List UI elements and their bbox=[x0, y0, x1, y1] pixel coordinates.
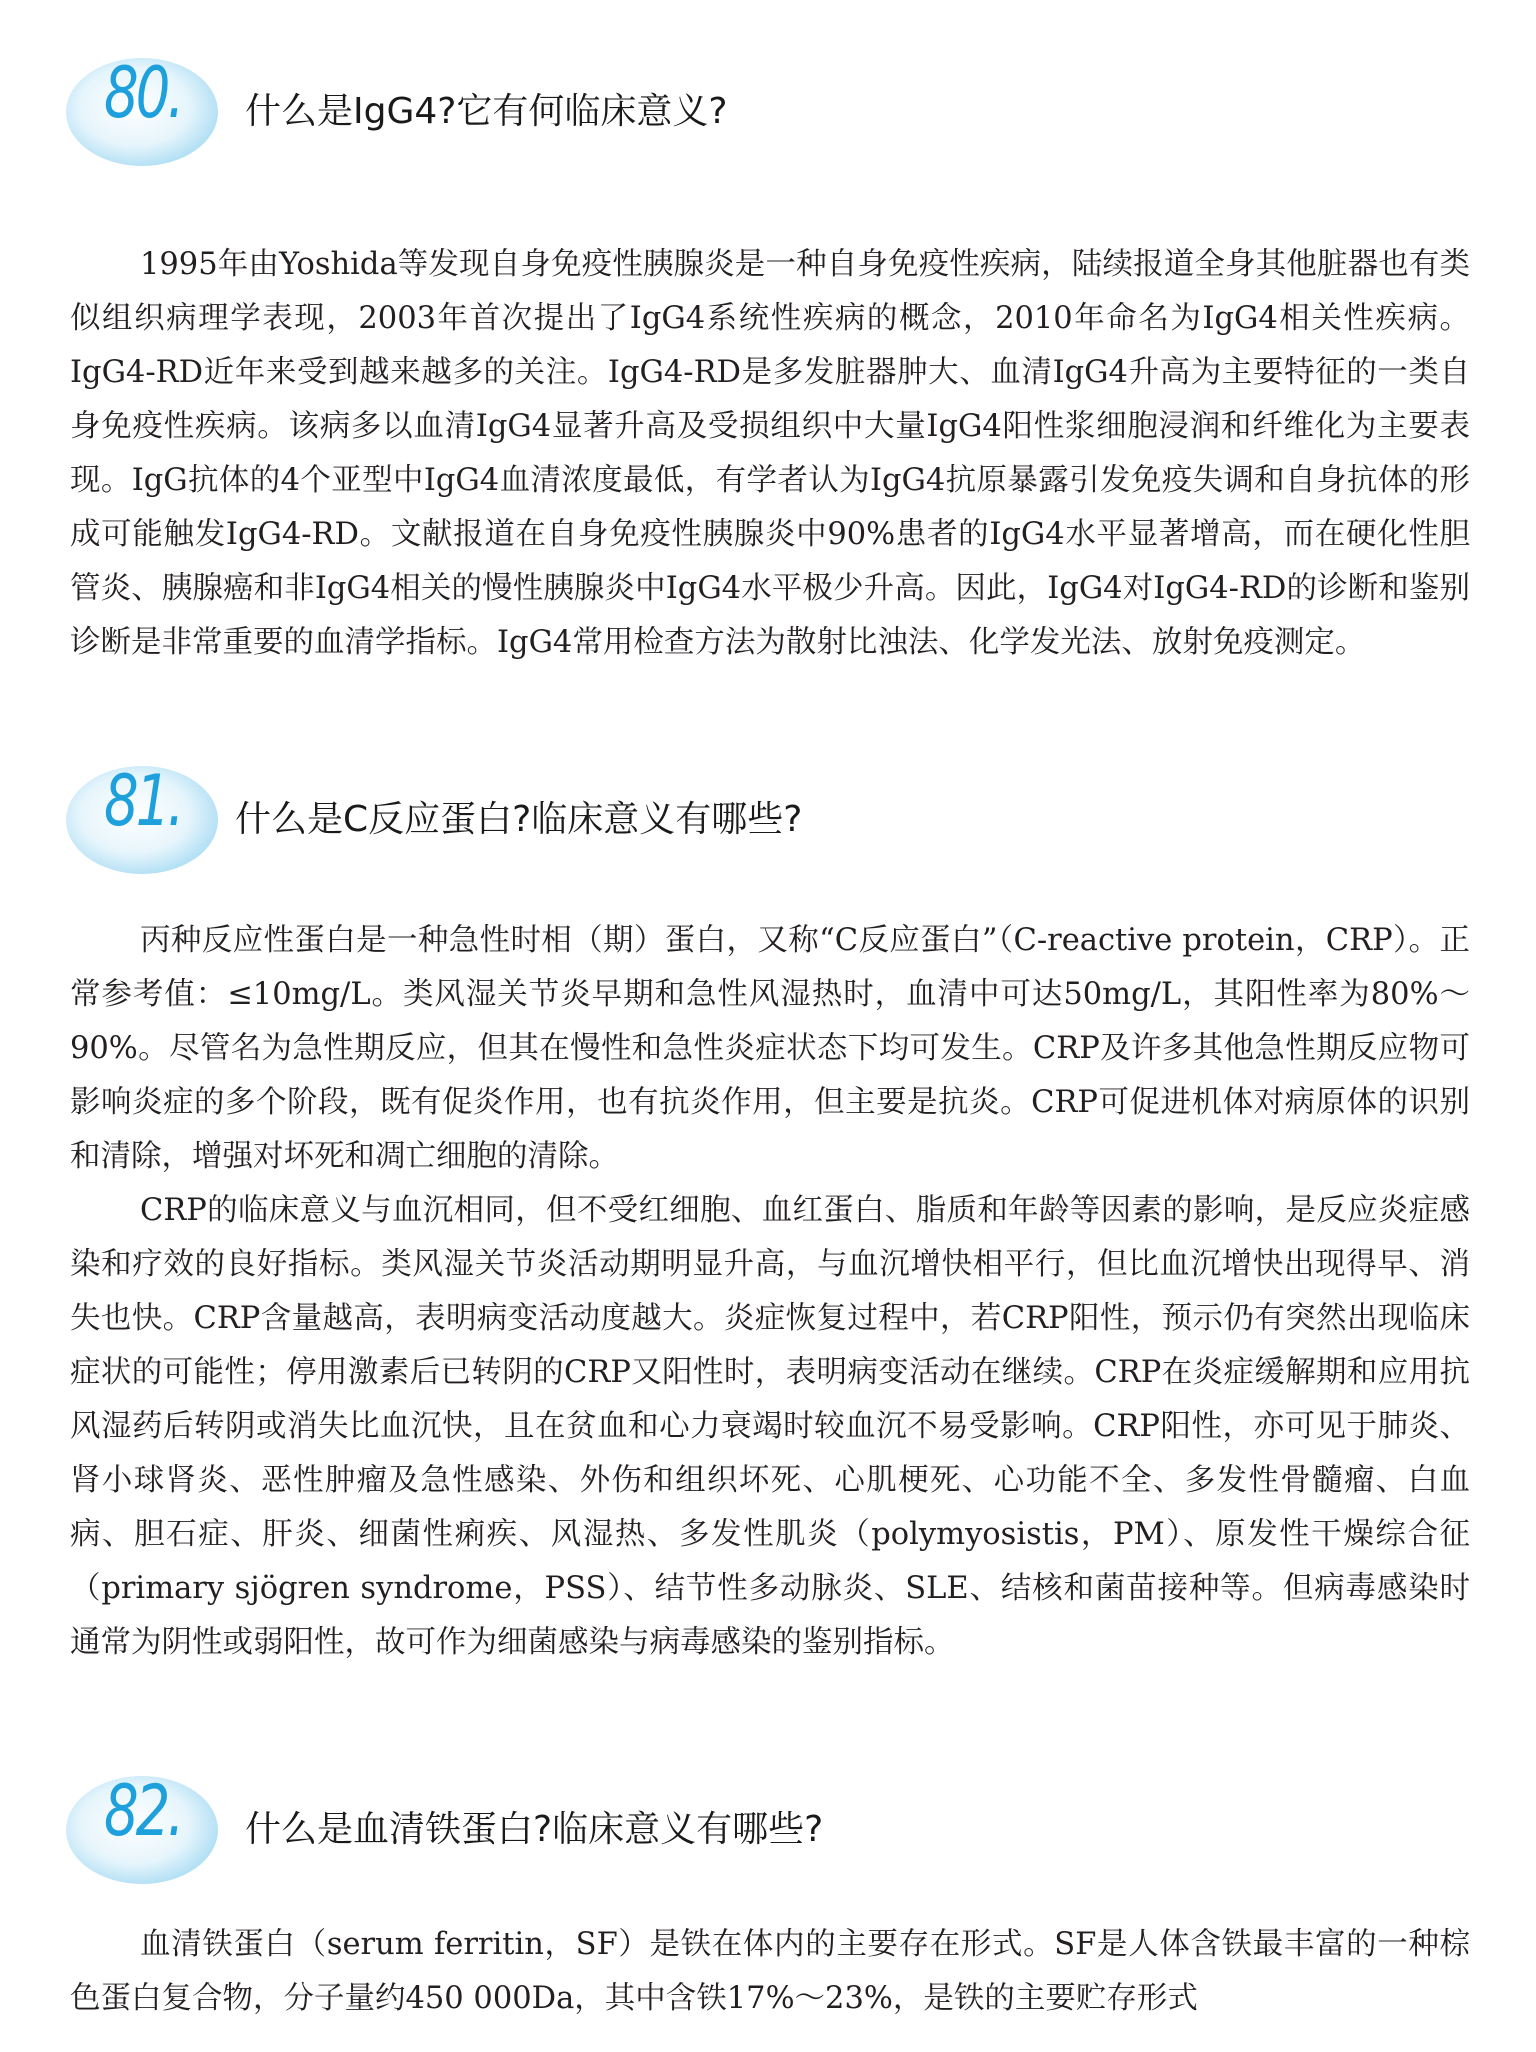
body-paragraph: 血清铁蛋白（serum ferritin，SF）是铁在体内的主要存在形式。SF是人体含铁最丰富的一种棕色蛋白复合物，分子量约450 000Da，其中含铁17%～23%，是铁的主要贮存形式 bbox=[70, 1927, 1470, 2016]
section-number: 80. bbox=[104, 52, 182, 134]
section-number-badge bbox=[60, 760, 230, 878]
section-80-header bbox=[60, 52, 1480, 172]
question-title: 什么是C反应蛋白?临床意义有哪些? bbox=[235, 799, 803, 840]
section-number-badge bbox=[60, 52, 230, 170]
section-number: 82. bbox=[104, 1770, 182, 1852]
body-paragraph: 丙种反应性蛋白是一种急性时相（期）蛋白，又称“C反应蛋白”（C-reactive protein，CRP）。正常参考值：≤10mg/L。类风湿关节炎早期和急性风湿热时，血清中可达50mg/L，其阳性率为80%～90%。尽管名为急性期反应，但其在慢性和急性炎症状态下均可发生。CRP及许多其他急性期反应物可影响炎症的多个阶段，既有促炎作用，也有抗炎作用，但主要是抗炎。CRP可促进机体对病原体的识别和清除，增强对坏死和凋亡细胞的清除。 bbox=[70, 923, 1470, 1174]
body-paragraph: 1995年由Yoshida等发现自身免疫性胰腺炎是一种自身免疫性疾病，陆续报道全身其他脏器也有类似组织病理学表现，2003年首次提出了IgG4系统性疾病的概念，2010年命名为IgG4相关性疾病。IgG4-RD近年来受到越来越多的关注。IgG4-RD是多发脏器肿大、血清IgG4升高为主要特征的一类自身免疫性疾病。该病多以血清IgG4显著升高及受损组织中大量IgG4阳性浆细胞浸润和纤维化为主要表现。IgG抗体的4个亚型中IgG4血清浓度最低，有学者认为IgG4抗原暴露引发免疫失调和自身抗体的形成可能触发IgG4-RD。文献报道在自身免疫性胰腺炎中90%患者的IgG4水平显著增高，而在硬化性胆管炎、胰腺癌和非IgG4相关的慢性胰腺炎中IgG4水平极少升高。因此，IgG4对IgG4-RD的诊断和鉴别诊断是非常重要的血清学指标。IgG4常用检查方法为散射比浊法、化学发光法、放射免疫测定。 bbox=[70, 247, 1470, 660]
question-title: 什么是IgG4?它有何临床意义? bbox=[245, 91, 728, 132]
section-number: 81. bbox=[104, 760, 182, 842]
question-title: 什么是血清铁蛋白?临床意义有哪些? bbox=[245, 1809, 824, 1850]
body-paragraph: CRP的临床意义与血沉相同，但不受红细胞、血红蛋白、脂质和年龄等因素的影响，是反应炎症感染和疗效的良好指标。类风湿关节炎活动期明显升高，与血沉增快相平行，但比血沉增快出现得早、消失也快。CRP含量越高，表明病变活动度越大。炎症恢复过程中，若CRP阳性，预示仍有突然出现临床症状的可能性；停用激素后已转阴的CRP又阳性时，表明病变活动在继续。CRP在炎症缓解期和应用抗风湿药后转阴或消失比血沉快，且在贫血和心力衰竭时较血沉不易受影响。CRP阳性，亦可见于肺炎、肾小球肾炎、恶性肿瘤及急性感染、外伤和组织坏死、心肌梗死、心功能不全、多发性骨髓瘤、白血病、胆石症、肝炎、细菌性痢疾、风湿热、多发性肌炎（polymyosistis，PM）、原发性干燥综合征（primary sjögren syndrome，PSS）、结节性多动脉炎、SLE、结核和菌苗接种等。但病毒感染时通常为阴性或弱阳性，故可作为细菌感染与病毒感染的鉴别指标。 bbox=[70, 1193, 1470, 1660]
section-82-header bbox=[60, 1770, 1480, 1890]
section-number-badge bbox=[60, 1770, 230, 1888]
section-81-header bbox=[60, 760, 1480, 880]
